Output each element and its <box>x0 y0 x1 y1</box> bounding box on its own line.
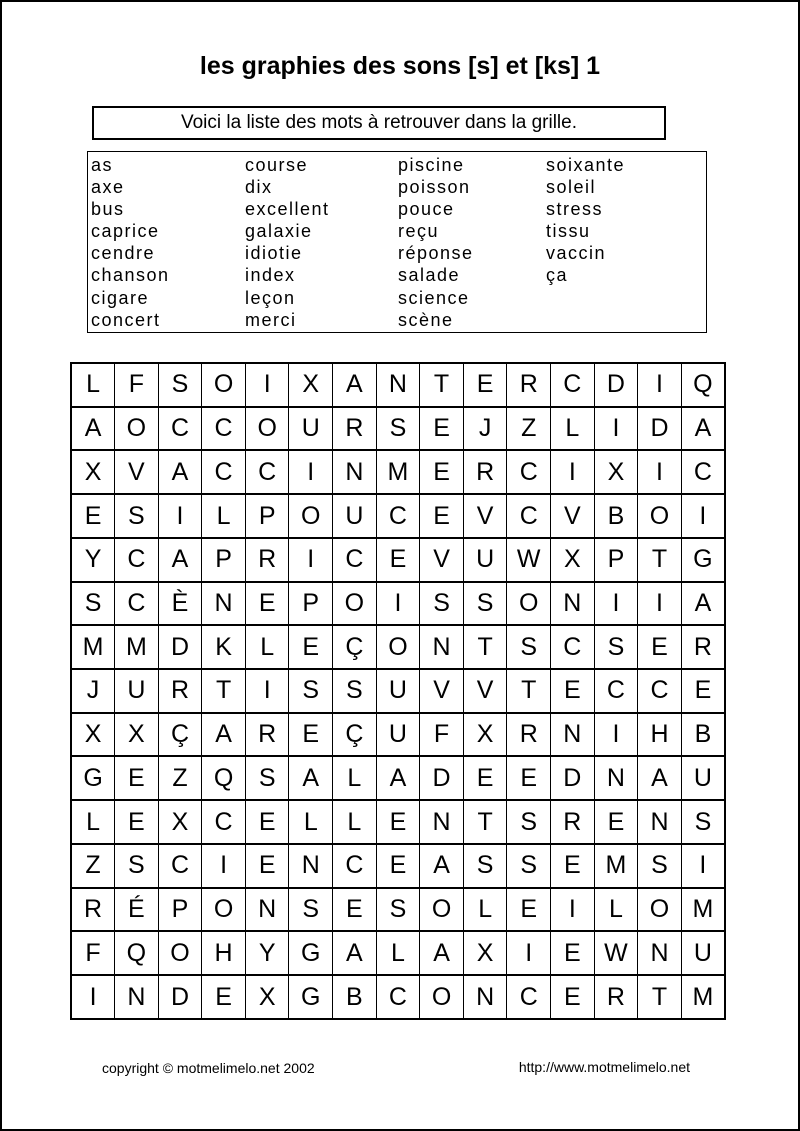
grid-cell: T <box>202 669 246 713</box>
grid-cell: C <box>681 450 725 494</box>
grid-row <box>71 407 725 451</box>
grid-cell: S <box>376 888 420 932</box>
grid-cell: A <box>420 931 464 975</box>
grid-cell: N <box>289 844 333 888</box>
grid-body <box>71 363 725 1019</box>
grid-row <box>71 669 725 713</box>
grid-cell: A <box>420 844 464 888</box>
grid-cell: P <box>158 888 202 932</box>
word-search-grid <box>70 362 726 1020</box>
grid-cell: N <box>115 975 159 1019</box>
word-list-item: soleil <box>546 177 597 198</box>
grid-cell: H <box>202 931 246 975</box>
grid-cell: C <box>115 582 159 626</box>
grid-cell: E <box>463 363 507 407</box>
grid-cell: Y <box>71 538 115 582</box>
page-title: les graphies des sons [s] et [ks] 1 <box>199 52 601 80</box>
grid-cell: G <box>71 756 115 800</box>
grid-cell: A <box>333 931 377 975</box>
grid-cell: L <box>289 800 333 844</box>
grid-cell: A <box>638 756 682 800</box>
grid-row <box>71 888 725 932</box>
grid-cell: L <box>333 800 377 844</box>
grid-cell: E <box>420 450 464 494</box>
website-url: http://www.motmelimelo.net <box>518 1059 690 1075</box>
grid-cell: E <box>376 800 420 844</box>
grid-cell: Ç <box>333 625 377 669</box>
grid-cell: N <box>333 450 377 494</box>
grid-cell: N <box>420 800 464 844</box>
grid-cell: É <box>115 888 159 932</box>
grid-cell: X <box>245 975 289 1019</box>
grid-cell: D <box>594 363 638 407</box>
grid-cell: E <box>551 931 595 975</box>
grid-cell: D <box>158 625 202 669</box>
grid-cell: S <box>507 625 551 669</box>
grid-cell: N <box>551 582 595 626</box>
word-list-item: bus <box>91 199 125 220</box>
grid-cell: T <box>638 975 682 1019</box>
grid-cell: D <box>551 756 595 800</box>
word-list <box>87 151 707 333</box>
grid-cell: N <box>638 800 682 844</box>
grid-cell: O <box>289 494 333 538</box>
grid-cell: G <box>681 538 725 582</box>
grid-cell: D <box>420 756 464 800</box>
grid-cell: L <box>333 756 377 800</box>
grid-cell: V <box>420 538 464 582</box>
grid-cell: A <box>681 407 725 451</box>
grid-cell: T <box>463 800 507 844</box>
word-list-item: chanson <box>91 265 170 286</box>
grid-cell: B <box>681 713 725 757</box>
grid-cell: Z <box>158 756 202 800</box>
grid-cell: I <box>681 494 725 538</box>
grid-cell: R <box>507 713 551 757</box>
grid-cell: T <box>463 625 507 669</box>
word-list-item: course <box>245 155 309 175</box>
grid-cell: T <box>507 669 551 713</box>
grid-cell: F <box>420 713 464 757</box>
grid-cell: R <box>681 625 725 669</box>
grid-cell: O <box>376 625 420 669</box>
word-list-column <box>91 155 245 332</box>
word-list-item: science <box>398 287 470 308</box>
grid-cell: F <box>71 931 115 975</box>
grid-cell: I <box>681 844 725 888</box>
grid-cell: I <box>245 363 289 407</box>
grid-cell: T <box>638 538 682 582</box>
grid-row <box>71 363 725 407</box>
grid-cell: C <box>376 494 420 538</box>
word-list-column <box>245 155 398 332</box>
grid-cell: E <box>333 888 377 932</box>
grid-cell: V <box>420 669 464 713</box>
grid-cell: C <box>507 494 551 538</box>
grid-cell: M <box>681 975 725 1019</box>
grid-row <box>71 844 725 888</box>
word-list-item: vaccin <box>546 243 607 264</box>
grid-cell: C <box>333 844 377 888</box>
word-list-item: as <box>91 155 114 175</box>
word-list-item: soixante <box>546 155 626 175</box>
word-list-column <box>398 155 546 332</box>
grid-cell: V <box>115 450 159 494</box>
grid-cell: M <box>681 888 725 932</box>
grid-cell: R <box>551 800 595 844</box>
grid-cell: C <box>202 450 246 494</box>
grid-cell: O <box>115 407 159 451</box>
grid-cell: P <box>289 582 333 626</box>
grid-cell: N <box>245 888 289 932</box>
grid-cell: S <box>71 582 115 626</box>
grid-row <box>71 800 725 844</box>
grid-cell: S <box>289 888 333 932</box>
grid-row <box>71 494 725 538</box>
grid-cell: C <box>333 538 377 582</box>
grid-cell: T <box>420 363 464 407</box>
grid-cell: J <box>463 407 507 451</box>
grid-cell: E <box>376 538 420 582</box>
grid-cell: I <box>289 450 333 494</box>
word-list-item: reçu <box>398 221 440 242</box>
grid-cell: R <box>71 888 115 932</box>
grid-cell: U <box>115 669 159 713</box>
grid-cell: E <box>507 888 551 932</box>
grid-row <box>71 713 725 757</box>
grid-cell: E <box>115 756 159 800</box>
grid-cell: U <box>333 494 377 538</box>
grid-cell: I <box>594 407 638 451</box>
grid-cell: A <box>158 450 202 494</box>
grid-cell: A <box>158 538 202 582</box>
word-list-item: cendre <box>91 243 156 264</box>
grid-cell: A <box>333 363 377 407</box>
grid-cell: C <box>158 844 202 888</box>
grid-cell: E <box>289 713 333 757</box>
grid-cell: M <box>594 844 638 888</box>
grid-cell: L <box>71 800 115 844</box>
grid-cell: S <box>289 669 333 713</box>
grid-cell: O <box>420 975 464 1019</box>
grid-cell: C <box>158 407 202 451</box>
grid-cell: E <box>681 669 725 713</box>
word-list-item: galaxie <box>245 221 313 242</box>
word-list-item: concert <box>91 309 161 330</box>
grid-cell: G <box>289 975 333 1019</box>
grid-cell: X <box>115 713 159 757</box>
grid-cell: W <box>507 538 551 582</box>
grid-cell: Q <box>202 756 246 800</box>
grid-cell: V <box>551 494 595 538</box>
grid-cell: C <box>245 450 289 494</box>
grid-cell: B <box>333 975 377 1019</box>
grid-cell: E <box>551 844 595 888</box>
grid-cell: B <box>594 494 638 538</box>
grid-cell: N <box>202 582 246 626</box>
grid-row <box>71 931 725 975</box>
grid-cell: E <box>594 800 638 844</box>
grid-cell: O <box>245 407 289 451</box>
word-list-item: tissu <box>546 221 591 242</box>
word-list-item: caprice <box>91 221 160 242</box>
grid-cell: Q <box>681 363 725 407</box>
grid-cell: F <box>115 363 159 407</box>
grid-cell: E <box>115 800 159 844</box>
grid-cell: D <box>158 975 202 1019</box>
grid-cell: N <box>463 975 507 1019</box>
grid-cell: L <box>376 931 420 975</box>
grid-cell: X <box>71 450 115 494</box>
grid-cell: J <box>71 669 115 713</box>
grid-cell: S <box>420 582 464 626</box>
grid-cell: R <box>333 407 377 451</box>
grid-cell: W <box>594 931 638 975</box>
grid-cell: E <box>245 582 289 626</box>
grid-cell: I <box>638 363 682 407</box>
grid-cell: A <box>681 582 725 626</box>
grid-cell: R <box>245 713 289 757</box>
grid-row <box>71 538 725 582</box>
grid-cell: D <box>638 407 682 451</box>
grid-cell: E <box>638 625 682 669</box>
grid-cell: C <box>507 450 551 494</box>
grid-cell: I <box>594 582 638 626</box>
grid-cell: R <box>245 538 289 582</box>
grid-cell: L <box>245 625 289 669</box>
grid-cell: C <box>376 975 420 1019</box>
grid-cell: Z <box>71 844 115 888</box>
copyright-text: copyright © motmelimelo.net 2002 <box>102 1060 315 1076</box>
grid-row <box>71 450 725 494</box>
word-list-item: dix <box>245 177 273 198</box>
grid-row <box>71 975 725 1019</box>
grid-cell: O <box>158 931 202 975</box>
grid-cell: X <box>463 931 507 975</box>
grid-cell: O <box>202 888 246 932</box>
grid-cell: E <box>420 407 464 451</box>
grid-cell: C <box>551 363 595 407</box>
grid-cell: I <box>551 450 595 494</box>
grid-cell: X <box>463 713 507 757</box>
grid-cell: N <box>638 931 682 975</box>
grid-cell: E <box>202 975 246 1019</box>
word-list-item: index <box>245 265 296 286</box>
grid-cell: E <box>376 844 420 888</box>
grid-cell: R <box>463 450 507 494</box>
grid-cell: N <box>594 756 638 800</box>
grid-cell: N <box>551 713 595 757</box>
word-list-item: ça <box>546 265 569 286</box>
grid-cell: G <box>289 931 333 975</box>
grid-cell: A <box>202 713 246 757</box>
grid-row <box>71 582 725 626</box>
grid-cell: S <box>463 582 507 626</box>
grid-cell: S <box>115 494 159 538</box>
grid-cell: I <box>594 713 638 757</box>
word-list-item: leçon <box>245 287 296 308</box>
word-list-item: stress <box>546 199 604 220</box>
grid-cell: I <box>289 538 333 582</box>
word-list-item: excellent <box>245 199 330 220</box>
grid-cell: C <box>115 538 159 582</box>
grid-cell: A <box>289 756 333 800</box>
word-list-item: scène <box>398 309 454 330</box>
grid-cell: A <box>376 756 420 800</box>
grid-cell: E <box>245 800 289 844</box>
grid-cell: P <box>245 494 289 538</box>
grid-cell: Ç <box>158 713 202 757</box>
grid-cell: S <box>463 844 507 888</box>
grid-cell: E <box>463 756 507 800</box>
grid-cell: I <box>71 975 115 1019</box>
grid-cell: E <box>507 756 551 800</box>
word-list-column <box>546 155 706 332</box>
grid-cell: M <box>376 450 420 494</box>
grid-cell: C <box>202 800 246 844</box>
grid-cell: S <box>507 844 551 888</box>
grid-cell: L <box>594 888 638 932</box>
grid-cell: L <box>463 888 507 932</box>
grid-cell: U <box>463 538 507 582</box>
grid-cell: O <box>202 363 246 407</box>
grid-cell: E <box>289 625 333 669</box>
grid-cell: H <box>638 713 682 757</box>
grid-cell: R <box>158 669 202 713</box>
grid-cell: U <box>681 931 725 975</box>
grid-cell: S <box>594 625 638 669</box>
grid-cell: È <box>158 582 202 626</box>
grid-cell: C <box>202 407 246 451</box>
grid-cell: N <box>376 363 420 407</box>
grid-row <box>71 756 725 800</box>
grid-cell: I <box>202 844 246 888</box>
instruction-box <box>92 106 666 140</box>
grid-cell: L <box>71 363 115 407</box>
grid-cell: U <box>681 756 725 800</box>
grid-cell: E <box>71 494 115 538</box>
grid-cell: C <box>507 975 551 1019</box>
grid-cell: U <box>289 407 333 451</box>
grid-cell: M <box>115 625 159 669</box>
grid-cell: L <box>551 407 595 451</box>
grid-cell: U <box>376 669 420 713</box>
grid-cell: I <box>638 582 682 626</box>
grid-cell: K <box>202 625 246 669</box>
grid-cell: I <box>158 494 202 538</box>
word-list-item: axe <box>91 177 125 198</box>
grid-cell: Q <box>115 931 159 975</box>
grid-cell: E <box>551 975 595 1019</box>
word-list-item: pouce <box>398 199 455 220</box>
grid-cell: P <box>594 538 638 582</box>
grid-cell: M <box>71 625 115 669</box>
grid-cell: N <box>420 625 464 669</box>
grid-cell: S <box>333 669 377 713</box>
grid-cell: E <box>245 844 289 888</box>
word-list-item: salade <box>398 265 461 286</box>
grid-cell: S <box>681 800 725 844</box>
grid-cell: S <box>115 844 159 888</box>
grid-cell: X <box>551 538 595 582</box>
grid-cell: A <box>71 407 115 451</box>
grid-cell: X <box>158 800 202 844</box>
grid-cell: S <box>245 756 289 800</box>
instruction-text: Voici la liste des mots à retrouver dans la grille. <box>180 112 577 133</box>
grid-cell: C <box>551 625 595 669</box>
grid-cell: P <box>202 538 246 582</box>
grid-cell: I <box>638 450 682 494</box>
word-list-item: réponse <box>398 243 474 264</box>
grid-cell: V <box>463 669 507 713</box>
grid-cell: R <box>594 975 638 1019</box>
grid-cell: C <box>594 669 638 713</box>
word-list-item: piscine <box>398 155 465 175</box>
word-list-item: idiotie <box>245 243 303 264</box>
grid-cell: O <box>638 888 682 932</box>
word-list-item: cigare <box>91 287 150 308</box>
grid-cell: S <box>376 407 420 451</box>
grid-cell: I <box>245 669 289 713</box>
word-list-item: merci <box>245 309 297 330</box>
grid-cell: E <box>420 494 464 538</box>
grid-cell: U <box>376 713 420 757</box>
grid-cell: Y <box>245 931 289 975</box>
grid-cell: R <box>507 363 551 407</box>
grid-row <box>71 625 725 669</box>
grid-cell: L <box>202 494 246 538</box>
grid-cell: O <box>420 888 464 932</box>
grid-cell: V <box>463 494 507 538</box>
grid-cell: I <box>507 931 551 975</box>
grid-cell: C <box>638 669 682 713</box>
grid-cell: S <box>638 844 682 888</box>
grid-cell: Z <box>507 407 551 451</box>
grid-cell: X <box>594 450 638 494</box>
grid-cell: O <box>638 494 682 538</box>
grid-cell: O <box>507 582 551 626</box>
grid-cell: I <box>376 582 420 626</box>
grid-cell: S <box>158 363 202 407</box>
grid-cell: X <box>289 363 333 407</box>
grid-cell: Ç <box>333 713 377 757</box>
grid-cell: O <box>333 582 377 626</box>
grid-cell: X <box>71 713 115 757</box>
grid-cell: E <box>551 669 595 713</box>
grid-cell: S <box>507 800 551 844</box>
word-list-item: poisson <box>398 177 471 198</box>
grid-cell: I <box>551 888 595 932</box>
